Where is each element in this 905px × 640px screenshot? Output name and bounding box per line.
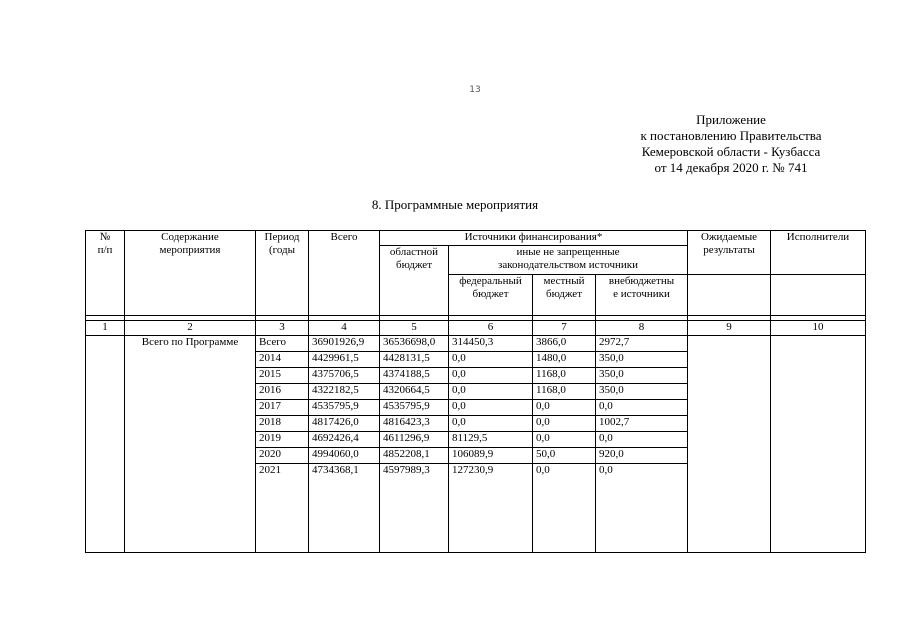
period-cell: Всего [256, 336, 309, 352]
total-cell: 4692426,4 [309, 432, 380, 448]
local-cell: 1480,0 [533, 352, 596, 368]
total-cell: 4375706,5 [309, 368, 380, 384]
local-cell: 1168,0 [533, 384, 596, 400]
column-number: 8 [596, 321, 688, 336]
local-cell: 0,0 [533, 400, 596, 416]
federal-cell: 314450,3 [449, 336, 533, 352]
appendix-line: к постановлению Правительства [640, 128, 822, 143]
federal-cell: 127230,9 [449, 464, 533, 553]
extra-cell: 1002,7 [596, 416, 688, 432]
header-text: иные не запрещенные [516, 246, 620, 258]
appendix-line: Приложение [696, 112, 766, 127]
extra-cell: 0,0 [596, 432, 688, 448]
header-executors: Исполнители [771, 231, 866, 275]
federal-cell: 0,0 [449, 368, 533, 384]
header-federal-budget [449, 275, 533, 316]
header-text: № [99, 231, 111, 243]
column-number: 2 [125, 321, 256, 336]
header-text: мероприятия [159, 244, 221, 256]
header-text: Содержание [161, 231, 219, 243]
header-text: бюджет [396, 259, 432, 271]
header-text: бюджет [472, 288, 509, 300]
regional-cell: 4374188,5 [380, 368, 449, 384]
regional-cell: 36536698,0 [380, 336, 449, 352]
appendix-line: Кемеровской области - Кузбасса [641, 144, 821, 159]
period-cell: 2016 [256, 384, 309, 400]
program-activities-table [85, 230, 866, 553]
regional-cell: 4320664,5 [380, 384, 449, 400]
column-number: 1 [86, 321, 125, 336]
header-row [86, 231, 866, 246]
header-text: бюджет [546, 288, 582, 300]
federal-cell: 0,0 [449, 352, 533, 368]
column-number: 6 [449, 321, 533, 336]
regional-cell: 4852208,1 [380, 448, 449, 464]
header-text: Ожидаемые [700, 231, 758, 243]
header-local-budget [533, 275, 596, 316]
local-cell: 0,0 [533, 432, 596, 448]
header-text: внебюджетны [608, 275, 675, 287]
header-text: местный [543, 275, 585, 287]
header-text: п/п [97, 244, 113, 256]
total-cell: 4429961,5 [309, 352, 380, 368]
extra-cell: 350,0 [596, 352, 688, 368]
header-total: Всего [309, 231, 380, 316]
total-cell: 36901926,9 [309, 336, 380, 352]
page-number: 13 [469, 85, 481, 95]
regional-cell: 4535795,9 [380, 400, 449, 416]
local-cell: 0,0 [533, 416, 596, 432]
column-number: 5 [380, 321, 449, 336]
appendix-header [600, 112, 862, 176]
regional-cell: 4816423,3 [380, 416, 449, 432]
table-row [86, 336, 866, 352]
regional-cell: 4611296,9 [380, 432, 449, 448]
section-title: 8. Программные мероприятия [371, 197, 539, 212]
regional-cell: 4428131,5 [380, 352, 449, 368]
header-text: областной [389, 246, 439, 258]
executors-cell [771, 336, 866, 553]
header-extrabudgetary [596, 275, 688, 316]
extra-cell: 920,0 [596, 448, 688, 464]
local-cell: 0,0 [533, 464, 596, 553]
extra-cell: 0,0 [596, 400, 688, 416]
header-number [86, 231, 125, 316]
extra-cell: 350,0 [596, 368, 688, 384]
federal-cell: 0,0 [449, 384, 533, 400]
header-sources: Источники финансирования* [380, 231, 688, 246]
local-cell: 1168,0 [533, 368, 596, 384]
local-cell: 3866,0 [533, 336, 596, 352]
appendix-line: от 14 декабря 2020 г. № 741 [654, 160, 808, 175]
total-cell: 4322182,5 [309, 384, 380, 400]
row-number-cell [86, 336, 125, 553]
program-total-label: Всего по Программе [125, 336, 256, 553]
regional-cell: 4597989,3 [380, 464, 449, 553]
header-content [125, 231, 256, 316]
header-regional-budget [380, 246, 449, 316]
header-results [688, 231, 771, 275]
extra-cell: 0,0 [596, 464, 688, 553]
federal-cell: 0,0 [449, 416, 533, 432]
header-text: результаты [703, 244, 755, 256]
column-number: 3 [256, 321, 309, 336]
header-text: Период [264, 231, 300, 243]
period-cell: 2014 [256, 352, 309, 368]
period-cell: 2015 [256, 368, 309, 384]
header-period [256, 231, 309, 316]
total-cell: 4734368,1 [309, 464, 380, 553]
column-number: 7 [533, 321, 596, 336]
total-cell: 4817426,0 [309, 416, 380, 432]
column-number: 10 [771, 321, 866, 336]
federal-cell: 81129,5 [449, 432, 533, 448]
total-cell: 4535795,9 [309, 400, 380, 416]
results-cell [688, 336, 771, 553]
header-executors-empty [771, 275, 866, 316]
column-number: 4 [309, 321, 380, 336]
federal-cell: 106089,9 [449, 448, 533, 464]
header-text: (годы [268, 244, 296, 256]
column-number: 9 [688, 321, 771, 336]
extra-cell: 350,0 [596, 384, 688, 400]
header-text: федеральный [459, 275, 522, 287]
period-cell: 2020 [256, 448, 309, 464]
column-numbers-row [86, 321, 866, 336]
period-cell: 2021 [256, 464, 309, 553]
header-other-sources [449, 246, 688, 275]
period-cell: 2017 [256, 400, 309, 416]
extra-cell: 2972,7 [596, 336, 688, 352]
federal-cell: 0,0 [449, 400, 533, 416]
local-cell: 50,0 [533, 448, 596, 464]
header-results-empty [688, 275, 771, 316]
header-text: е источники [613, 288, 670, 300]
period-cell: 2018 [256, 416, 309, 432]
header-text: законодательством источники [498, 259, 638, 271]
total-cell: 4994060,0 [309, 448, 380, 464]
period-cell: 2019 [256, 432, 309, 448]
